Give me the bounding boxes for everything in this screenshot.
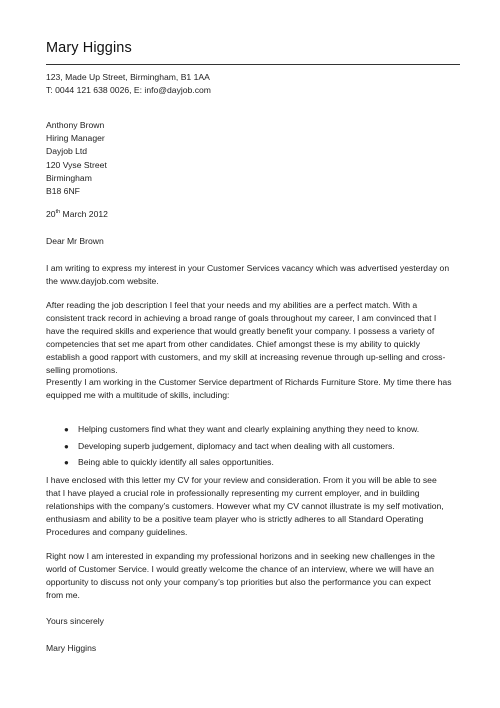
list-item [64,423,464,440]
paragraph-line: competencies that set me apart from other candidates. Chief amongst these is my ability to quickly [46,339,421,349]
recipient-city: Birmingham [46,172,92,183]
skills-list [64,423,464,473]
letter-date [46,209,108,219]
sender-phone-email: T: 0044 121 638 0026, E: info@dayjob.com [46,85,211,95]
recipient-address-block [46,119,107,198]
paragraph-line: establish a good rapport with customers, and my skill at increasing revenue through up-selling and cross- [46,352,446,362]
paragraph-line: I have enclosed with this letter my CV for your review and consideration. From it you will be able to see [46,475,437,485]
paragraph-line: Presently I am working in the Customer Service department of Richards Furniture Store. My time there has [46,377,452,387]
bullet-icon: ● [64,441,69,451]
paragraph-line: enthusiasm and ability to be a positive team player who is strictly adheres to all Standard Operating [46,514,424,524]
list-item-text: Developing superb judgement, diplomacy and tact when dealing with all customers. [78,440,395,451]
date-day: 20 [46,209,56,219]
valediction: Yours sincerely [46,616,104,626]
paragraph-cv [46,474,462,539]
paragraph-line: from me. [46,590,80,600]
paragraph-line: After reading the job description I feel that your needs and my abilities are a perfect match. With a [46,300,418,310]
date-suffix: th [55,209,61,215]
paragraph-line: opportunity to discuss not only your company’s top priorities but also the performance you can expect [46,577,431,587]
recipient-company: Dayjob Ltd [46,146,88,157]
paragraph-line: world of Customer Service. I would greatly welcome the chance of an interview, where we will have an [46,564,434,574]
sender-contact-block [46,71,211,97]
recipient-name: Anthony Brown [46,120,105,130]
paragraph-line: I am writing to express my interest in your Customer Services vacancy which was advertised yesterday on [46,263,450,273]
recipient-street: 120 Vyse Street [46,159,107,170]
date-month-year: March 2012 [60,209,108,219]
list-item [64,456,464,473]
paragraph-line: have the required skills and experience that would greatly benefit your company. I possess a variety of [46,326,435,336]
paragraph-line: the www.dayjob.com website. [46,276,159,286]
header-divider [46,64,460,65]
sender-name: Mary Higgins [46,40,132,56]
bullet-icon: ● [64,458,69,467]
bullet-icon: ● [64,425,69,434]
paragraph-line: relationships with the company’s customers. However what my CV cannot illustrate is my self motivation, [46,501,444,511]
recipient-postcode: B18 6NF [46,186,80,197]
paragraph-closing-request [46,550,462,602]
paragraph-intro [46,262,462,288]
paragraph-line: equipped me with a multitude of skills, including: [46,390,230,400]
list-item-text: Helping customers find what they want and clearly explaining anything they need to know. [78,424,420,434]
recipient-title: Hiring Manager [46,133,105,144]
salutation: Dear Mr Brown [46,236,104,246]
paragraph-line: selling promotions. [46,365,118,375]
signature-name: Mary Higgins [46,643,97,653]
paragraph-line: consistent track record in achieving a broad range of goals throughout my career, I am convinced that I [46,313,437,323]
list-item [64,440,464,457]
sender-address: 123, Made Up Street, Birmingham, B1 1AA [46,72,210,82]
paragraph-line: Procedures and company guidelines. [46,527,188,537]
paragraph-line: that I have played a crucial role in professionally representing my current employer, and in building [46,488,420,498]
paragraph-match [46,299,462,377]
paragraph-current-role [46,376,462,402]
list-item-text: Being able to quickly identify all sales opportunities. [78,457,274,467]
paragraph-line: Right now I am interested in expanding my professional horizons and in seeking new challenges in the [46,551,435,561]
